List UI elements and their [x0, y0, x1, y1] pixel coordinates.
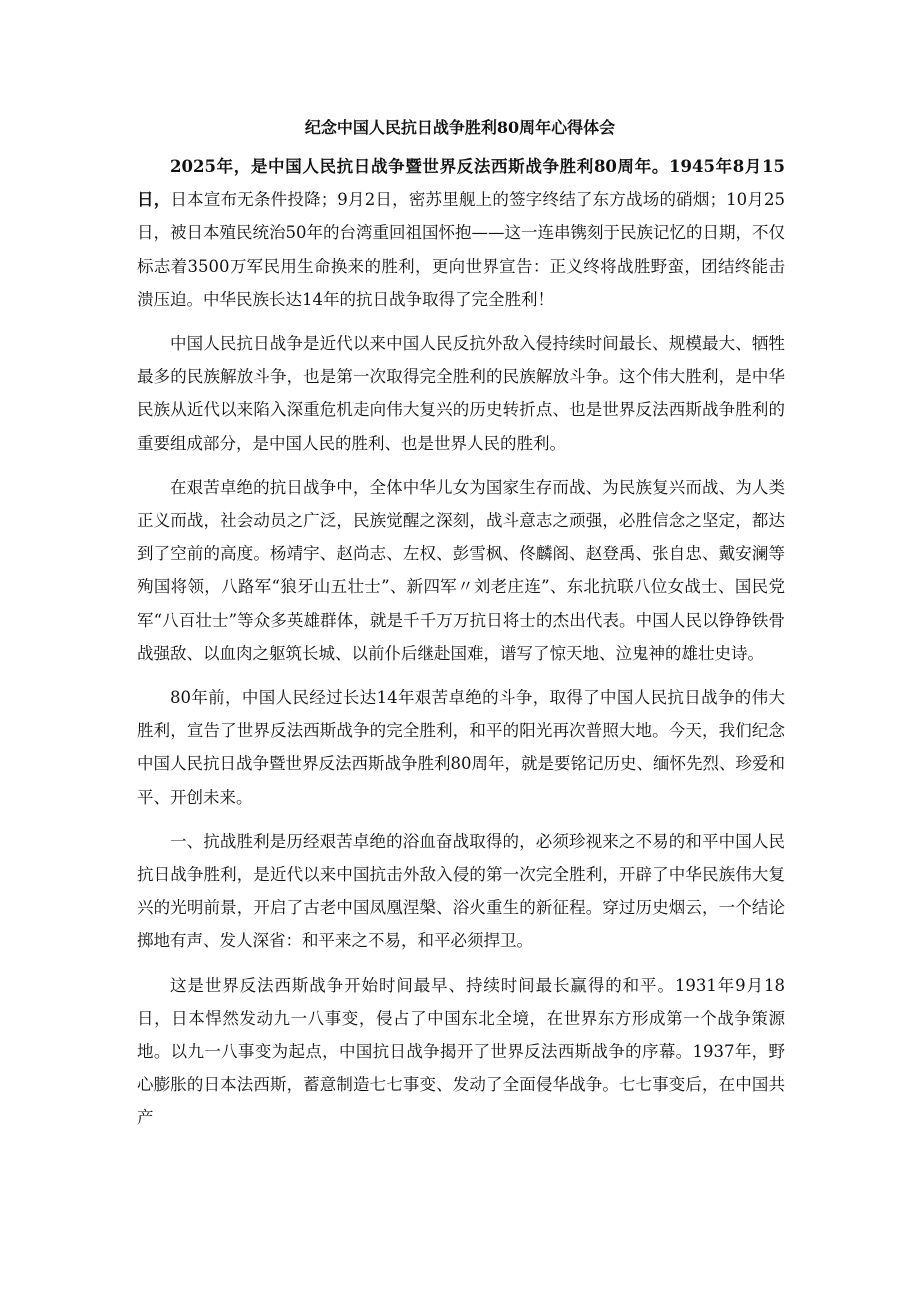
document-body — [137, 150, 785, 1146]
paragraph-1-text: 日本宣布无条件投降；9月2日，密苏里舰上的签字终结了东方战场的硝烟；10月25日，被日本殖民统治50年的台湾重回祖国怀抱——这一连串镌刻于民族记忆的日期，不仅标志着3500万军民用生命换来的胜利，更向世界宣告：正义终将战胜野蛮，团结终能击溃压迫。中华民族长达14年的抗日战争取得了完全胜利！ — [137, 190, 785, 309]
paragraph-6: 这是世界反法西斯战争开始时间最早、持续时间最长赢得的和平。1931年9月18日，日本悍然发动九一八事变，侵占了中国东北全境，在世界东方形成第一个战争策源地。以九一八事变为起点，中国抗日战争揭开了世界反法西斯战争的序幕。1937年，野心膨胀的日本法西斯，蓄意制造七七事变、发动了全面侵华战争。七七事变后，在中国共产 — [137, 975, 785, 1128]
paragraph-4: 80年前，中国人民经过长达14年艰苦卓绝的斗争，取得了中国人民抗日战争的伟大胜利，宣告了世界反法西斯战争的完全胜利，和平的阳光再次普照大地。今天，我们纪念中国人民抗日战争暨世界反法西斯战争胜利80周年，就是要铭记历史、缅怀先烈、珍爱和平、开创未来。 — [137, 688, 785, 807]
document-title: 纪念中国人民抗日战争胜利80周年心得体会 — [304, 118, 616, 137]
paragraph-1-bold-lead: 2025年，是中国人民抗日战争暨世界反法西斯战争胜利80周年。1945年8月15日， — [137, 157, 785, 210]
paragraph-3: 在艰苦卓绝的抗日战争中，全体中华儿女为国家生存而战、为民族复兴而战、为人类正义而战，社会动员之广泛，民族觉醒之深刻，战斗意志之顽强，必胜信念之坚定，都达到了空前的高度。杨靖宇、赵尚志、左权、彭雪枫、佟麟阁、赵登禹、张自忠、戴安澜等殉国将领，八路军“狼牙山五壮士”、新四军〃刘老庄连”、东北抗联八位女战士、国民党军“八百壮士”等众多英雄群体，就是千千万万抗日将士的杰出代表。中国人民以铮铮铁骨战强敌、以血肉之躯筑长城、以前仆后继赴国难，谱写了惊天地、泣鬼神的雄壮史诗。 — [137, 477, 785, 663]
paragraph-1 — [137, 150, 785, 316]
paragraph-2: 中国人民抗日战争是近代以来中国人民反抗外敌入侵持续时间最长、规模最大、牺牲最多的民族解放斗争，也是第一次取得完全胜利的民族解放斗争。这个伟大胜利，是中华民族从近代以来陷入深重危机走向伟大复兴的历史转折点、也是世界反法西斯战争胜利的重要组成部分，是中国人民的胜利、也是世界人民的胜利。 — [137, 334, 785, 453]
paragraph-5: 一、抗战胜利是历经艰苦卓绝的浴血奋战取得的，必须珍视来之不易的和平中国人民抗日战争胜利，是近代以来中国抗击外敌入侵的第一次完全胜利，开辟了中华民族伟大复兴的光明前景，开启了古老中国凤凰涅槃、浴火重生的新征程。穿过历史烟云，一个结论掷地有声、发人深省：和平来之不易，和平必须捍卫。 — [137, 831, 785, 951]
